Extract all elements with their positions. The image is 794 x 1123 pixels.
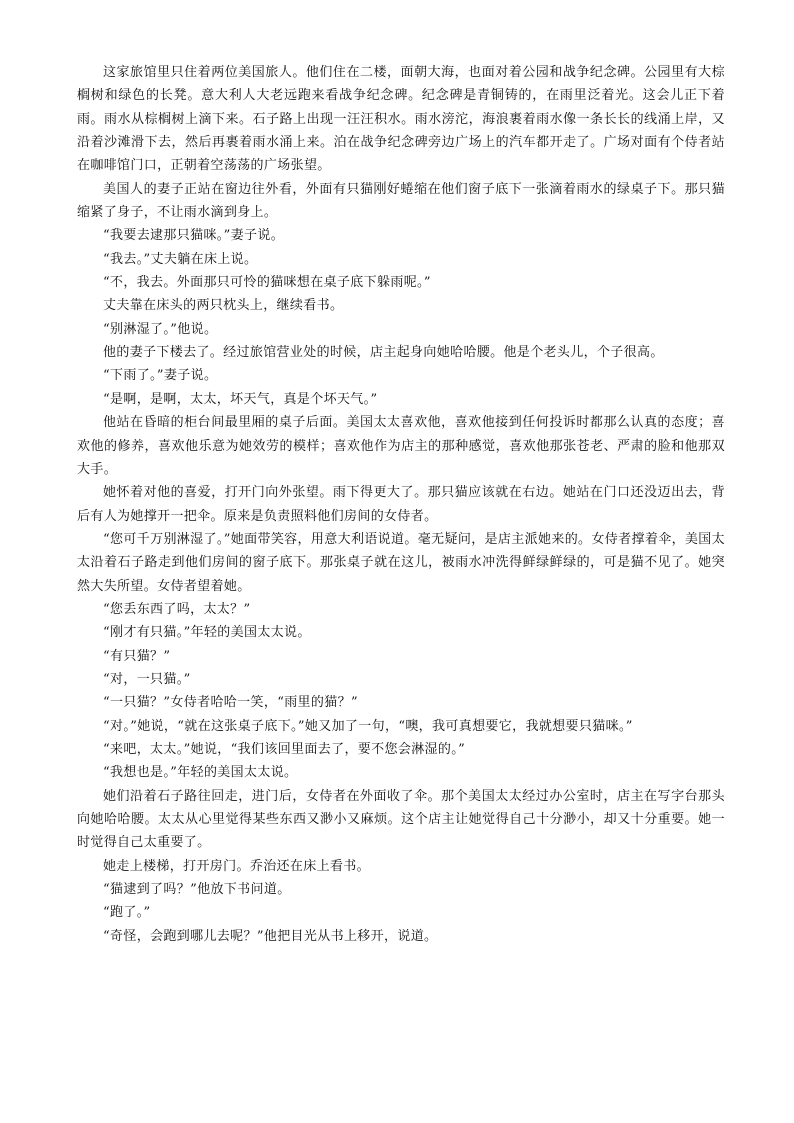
paragraph: “不，我去。外面那只可怜的猫咪想在桌子底下躲雨呢。”	[103, 275, 431, 291]
paragraph: “跑了。”	[103, 905, 151, 921]
paragraph: “对，一只猫。”	[103, 671, 191, 687]
paragraph: “猫逮到了吗？”他放下书问道。	[103, 882, 291, 898]
paragraph: “一只猫？”女侍者哈哈一笑，“雨里的猫？”	[103, 695, 358, 711]
paragraph: “您可千万别淋湿了。”她面带笑容，用意大利语说道。毫无疑问，是店主派她来的。女侍者撑着伞，美国太太沿着石子路走到他们房间的窗子底下。那张桌子就在这儿，被雨水冲洗得鲜绿鲜绿的，可是猫不见了。她突然大失所望。女侍者望着她。	[77, 531, 725, 594]
paragraph: “是啊，是啊，太太，坏天气，真是个坏天气。”	[103, 391, 378, 407]
paragraph: 他站在昏暗的柜台间最里厢的桌子后面。美国太太喜欢他，喜欢他接到任何投诉时都那么认真的态度；喜欢他的修养，喜欢他乐意为她效劳的模样；喜欢他作为店主的那种感觉，喜欢他那张苍老、严肃的脸和他那双大手。	[77, 415, 725, 477]
paragraph: “对。”她说，“就在这张桌子底下。”她又加了一句，“噢，我可真想要它，我就想要只猫咪。”	[103, 718, 633, 734]
paragraph: “我要去逮那只猫咪。”妻子说。	[103, 228, 285, 244]
paragraph: “别淋湿了。”他说。	[103, 321, 218, 337]
paragraph: 他的妻子下楼去了。经过旅馆营业处的时候，店主起身向她哈哈腰。他是个老头儿，个子很高。	[103, 345, 664, 361]
paragraph: 这家旅馆里只住着两位美国旅人。他们住在二楼，面朝大海，也面对着公园和战争纪念碑。公园里有大棕榈树和绿色的长凳。意大利人大老远跑来看战争纪念碑。纪念碑是青铜铸的，在雨里泛着光。这会儿正下着雨。雨水从棕榈树上滴下来。石子路上出现一汪汪积水。雨水滂沱，海浪裹着雨水像一条长长的线涌上岸，又沿着沙滩滑下去，然后再裹着雨水涌上来。泊在战争纪念碑旁边广场上的汽车都开走了。广场对面有个侍者站在咖啡馆门口，正朝着空荡荡的广场张望。	[77, 65, 725, 174]
paragraph: 她怀着对他的喜爱，打开门向外张望。雨下得更大了。那只猫应该就在右边。她站在门口还没迈出去，背后有人为她撑开一把伞。原来是负责照料他们房间的女侍者。	[77, 485, 725, 524]
paragraph: 她们沿着石子路往回走，进门后，女侍者在外面收了伞。那个美国太太经过办公室时，店主在写字台那头向她哈哈腰。太太从心里觉得某些东西又渺小又麻烦。这个店主让她觉得自己十分渺小，却又十分重要。她一时觉得自己太重要了。	[77, 788, 725, 851]
paragraph: “您丢东西了吗，太太？”	[103, 601, 251, 617]
paragraph: “有只猫？”	[103, 648, 171, 664]
paragraph: “我想也是。”年轻的美国太太说。	[103, 765, 298, 781]
paragraph: 她走上楼梯，打开房门。乔治还在床上看书。	[103, 858, 371, 874]
paragraph: “来吧，太太。”她说，“我们该回里面去了，要不您会淋湿的。”	[103, 741, 466, 757]
paragraph: 美国人的妻子正站在窗边往外看，外面有只猫刚好蜷缩在他们窗子底下一张滴着雨水的绿桌子下。那只猫缩紧了身子，不让雨水滴到身上。	[77, 181, 725, 221]
paragraph: “刚才有只猫。”年轻的美国太太说。	[103, 625, 311, 641]
paragraph: “下雨了。”妻子说。	[103, 368, 218, 384]
paragraph: “我去。”丈夫躺在床上说。	[103, 251, 258, 267]
paragraph: “奇怪，会跑到哪儿去呢？”他把目光从书上移开，说道。	[103, 928, 438, 944]
paragraph: 丈夫靠在床头的两只枕头上，继续看书。	[103, 298, 344, 314]
story-text	[77, 61, 725, 948]
